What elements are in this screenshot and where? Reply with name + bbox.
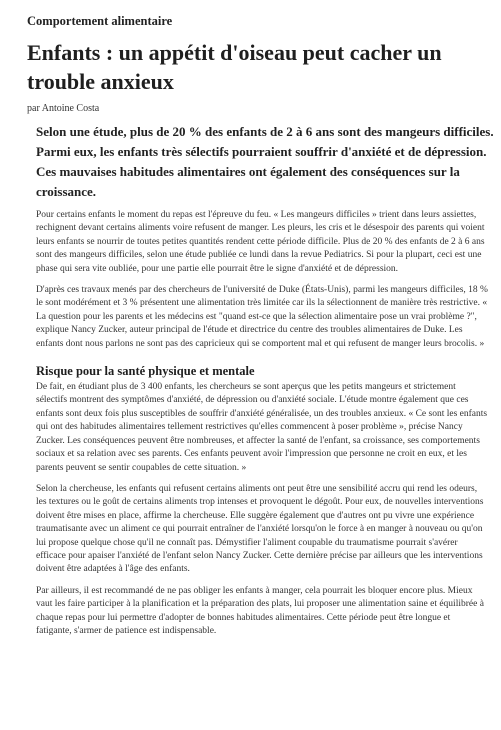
body-paragraph-2: D'après ces travaux menés par des chercheurs de l'université de Duke (États-Unis), parmi les mangeurs difficiles, 18 % le sont modérément et 3 % présentent une alimentation très limitée car ils la sélectionnent de manière très restrictive. « La question pour les parents et les médecins est "quand est-ce que la sélection alimentaire pose un vrai problème ?", explique Nancy Zucker, auteur principal de l'étude et directrice du centre des troubles alimentaires de Duke. Les enfants dont nous parlons ne sont pas des capricieux qui se comportent mal et qui refusent de manger leurs brocolis. »: [36, 285, 488, 349]
section-paragraph-3: Par ailleurs, il est recommandé de ne pas obliger les enfants à manger, cela pourrait les bloquer encore plus. Mieux vaut les faire participer à la planification et la préparation des plats, lui proposer une alimentation saine et équilibrée à chaque repas pour lui permettre d'adopter de bonnes habitudes alimentaires. Cette période peut être longue et fatigante, s'armer de patience est indispensable.: [36, 585, 484, 636]
section-heading: Risque pour la santé physique et mentale: [36, 364, 255, 379]
article-rubric: Comportement alimentaire: [27, 14, 173, 28]
article-body: [36, 209, 488, 646]
article-byline: par Antoine Costa: [27, 103, 100, 114]
article-title: Enfants : un appétit d'oiseau peut cacher un trouble anxieux: [27, 40, 442, 94]
article-lead: Selon une étude, plus de 20 % des enfants de 2 à 6 ans sont des mangeurs difficiles. Parmi eux, les enfants très sélectifs pourraient souffrir d'anxiété et de dépression. Ces mauvaises habitudes alimentaires ont également des conséquences sur la croissance.: [36, 124, 494, 199]
body-paragraph-1: Pour certains enfants le moment du repas est l'épreuve du feu. « Les mangeurs difficiles » trient dans leurs assiettes, rechignent devant certains aliments voire refusent de manger. Les pleurs, les cris et le désespoir des parents qui voient leurs enfants se nourrir de toutes petites quantités rendent cette période difficile. Plus de 20 % des enfants de 2 à 6 ans sont des mangeurs difficiles, selon une étude publiée ce lundi dans la revue Pediatrics. Si pour la plupart, ceci est une phase qui sera vite oubliée, pour une partie elle pourrait être le signe d'anxiété et de dépression.: [36, 210, 485, 274]
section-paragraph-1: De fait, en étudiant plus de 3 400 enfants, les chercheurs se sont aperçus que les petits mangeurs et strictement sélectifs montrent des symptômes d'anxiété, de dépression ou d'anxiété sociale. L'étude montre également que ces enfants sont deux fois plus susceptibles de souffrir d'anxiété généralisée, un des troubles anxieux. « Ce sont les enfants qui ont des habitudes alimentaires tellement restrictives qu'elles commencent à poser problème », précise Nancy Zucker. Les conséquences peuvent être nombreuses, et affecter la santé de l'enfant, sa croissance, ses comportements sociaux et sa relation avec ses parents. Ces enfants peuvent avoir l'impression que personne ne croit en eux, et les parents peuvent se sentir coupables de cette situation. »: [36, 382, 488, 473]
section-paragraph-2: Selon la chercheuse, les enfants qui refusent certains aliments ont peut être une sensibilité accru qui rend les odeurs, les textures ou le goût de certains aliments trop intenses et provoquent le dégoût. Pour eux, de nouvelles interventions doivent être mises en place, affirme la chercheuse. Elle suggère également que d'autres ont pu vivre une expérience traumatisante avec un aliment ce qui pourrait entraîner de l'anxiété lorsqu'on le force à en manger à nouveau ou qu'on lui propose quelque chose qu'il ne connaît pas. Démystifier l'aliment coupable du traumatisme pourrait s'avérer efficace pour apaiser l'anxiété de l'enfant selon Nancy Zucker. Cette dernière précise par ailleurs que les interventions doivent être adaptées à l'âge des enfants.: [36, 483, 484, 575]
